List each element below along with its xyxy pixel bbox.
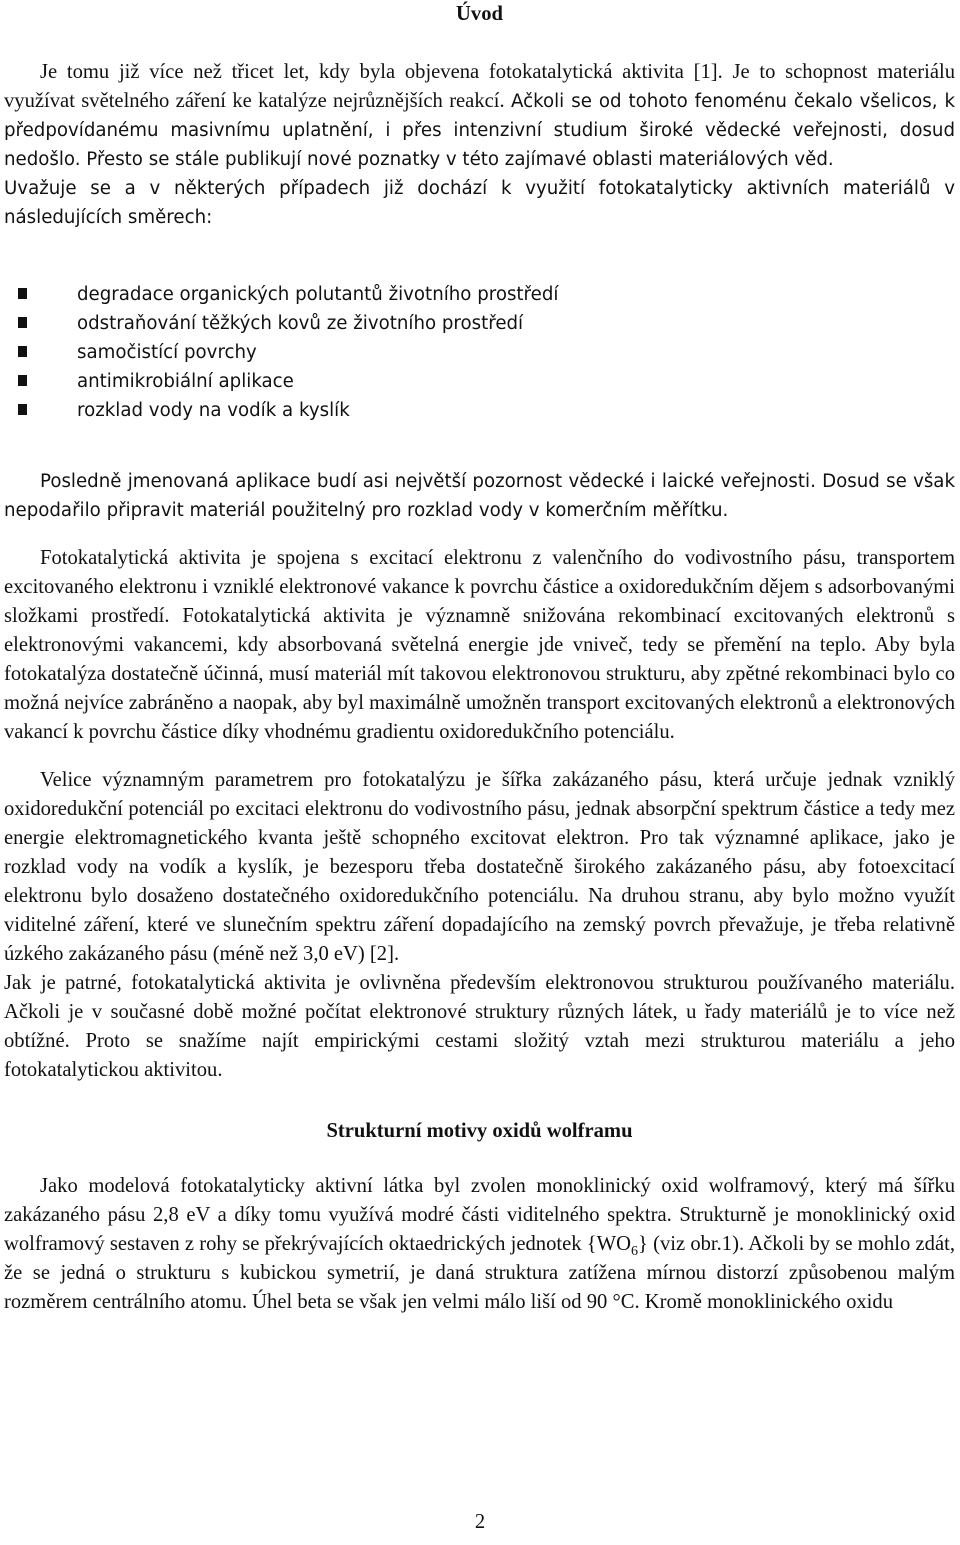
list-item [4,367,955,396]
intro-paragraph-6: Jak je patrné, fotokatalytická aktivita je ovlivněna především elektronovou strukturou používaného materiálu. Ačkoli je v současné době možné počítat elektronové struktury různých látek, u řady materiálů je to více než obtížné. Proto se snažíme najít empirickými cestami složitý vztah mezi strukturou materiálu a jeho fotokatalytickou aktivitou. [4,972,955,1081]
list-item [4,280,955,309]
list-item-text: antimikrobiální aplikace [77,371,294,392]
bullet-square-icon [15,401,31,419]
intro-paragraph-2: Uvažuje se a v některých případech již dochází k využití fotokatalyticky aktivních materiálů v následujících směrech: [4,178,955,228]
application-list [4,280,955,425]
section2-paragraph-1-part-a: Jako modelová fotokatalyticky aktivní látka byl zvolen monoklinický oxid wolframový, který má šířku zakázaného pásu 2,8 eV a díky tomu využívá modré části viditelného spektra. Strukturně je monoklinický oxid wolframový sestaven z rohy se překrývajících oktaedrických jednotek {WO [4,1175,955,1255]
bullet-square-icon [15,285,31,303]
page-number: 2 [474,1511,486,1533]
intro-paragraph-1-serif: Je tomu již více než třicet let, kdy byla objevena fotokatalytická aktivita [1]. Je to schopnost materiálu využívat světelného záření ke katalýze nejrůznějších reakcí. [4,61,955,112]
list-item-text: samočistící povrchy [77,342,257,363]
list-item-text: odstraňování těžkých kovů ze životního prostředí [77,313,524,334]
bullet-square-icon [15,314,31,332]
document-page [4,0,955,1317]
list-item [4,338,955,367]
section2-paragraph-1 [4,1172,955,1317]
bullet-square-icon [15,343,31,361]
list-item-text: rozklad vody na vodík a kyslík [77,400,350,421]
intro-paragraph-5: Velice významným parametrem pro fotokatalýzu je šířka zakázaného pásu, která určuje jednak vzniklý oxidoredukční potenciál po excitaci elektronu do vodivostního pásu, jednak absorpční spektrum částice a tedy mez energie elektromagnetického kvanta ještě schopného excitovat elektron. Pro tak významné aplikace, jako je rozklad vody na vodík a kyslík, je bezesporu třeba dostatečně širokého zakázaného pásu, aby fotoexcitací elektronu bylo dosaženo dostatečného oxidoredukčního potenciálu. Na druhou stranu, aby bylo možno využít viditelné záření, které ve slunečním spektru záření dopadajícího na zemský povrch převažuje, je třeba relativně úzkého zakázaného pásu (méně než 3,0 eV) [2]. [4,769,955,965]
intro-paragraph-3: Posledně jmenovaná aplikace budí asi největší pozornost vědecké i laické veřejnosti. Dosud se však nepodařilo připravit materiál použitelný pro rozklad vody v komerčním měřítku. [4,471,955,521]
bullet-square-icon [15,372,31,390]
list-item-text: degradace organických polutantů životního prostředí [77,284,559,305]
intro-paragraph-1 [4,58,955,174]
section-heading-tungsten-oxides: Strukturní motivy oxidů wolframu [326,1120,633,1142]
section-heading-intro: Úvod [456,3,503,25]
intro-paragraph-1-sans: Ačkoli se od tohoto fenoménu čekalo všelicos, k předpovídanému masivnímu uplatnění, i přes intenzivní studium široké vědecké veřejnosti, dosud nedošlo. Přesto se stále publikují nové poznatky v této zajímavé oblasti materiálových věd. [4,91,956,170]
list-item [4,396,955,425]
list-item [4,309,955,338]
subscript-six: 6 [630,1244,638,1260]
section2-paragraph-1-part-b: } (viz obr.1). Ačkoli by se mohlo zdát, že se jedná o strukturu s kubickou symetrií, je daná struktura zatížena mírnou distorzí způsobenou malým rozměrem centrálního atomu. Úhel beta se však jen velmi málo liší od 90 °C. Kromě monoklinického oxidu [4,1233,955,1313]
intro-paragraph-4: Fotokatalytická aktivita je spojena s excitací elektronu z valenčního do vodivostního pásu, transportem excitovaného elektronu i vzniklé elektronové vakance k povrchu částice a oxidoredukčním dějem s adsorbovanými složkami prostředí. Fotokatalytická aktivita je významně snižována rekombinací excitovaných elektronů s elektronovými vakancemi, kdy absorbovaná světelná energie jde vniveč, tedy se přemění na teplo. Aby byla fotokatalýza dostatečně účinná, musí materiál mít takovou elektronovou strukturu, aby zpětné rekombinaci bylo co možná nejvíce zabráněno a naopak, aby byl maximálně umožněn transport excitovaných elektronů a elektronových vakancí k povrchu částice díky vhodnému gradientu oxidoredukčního potenciálu. [4,547,955,743]
